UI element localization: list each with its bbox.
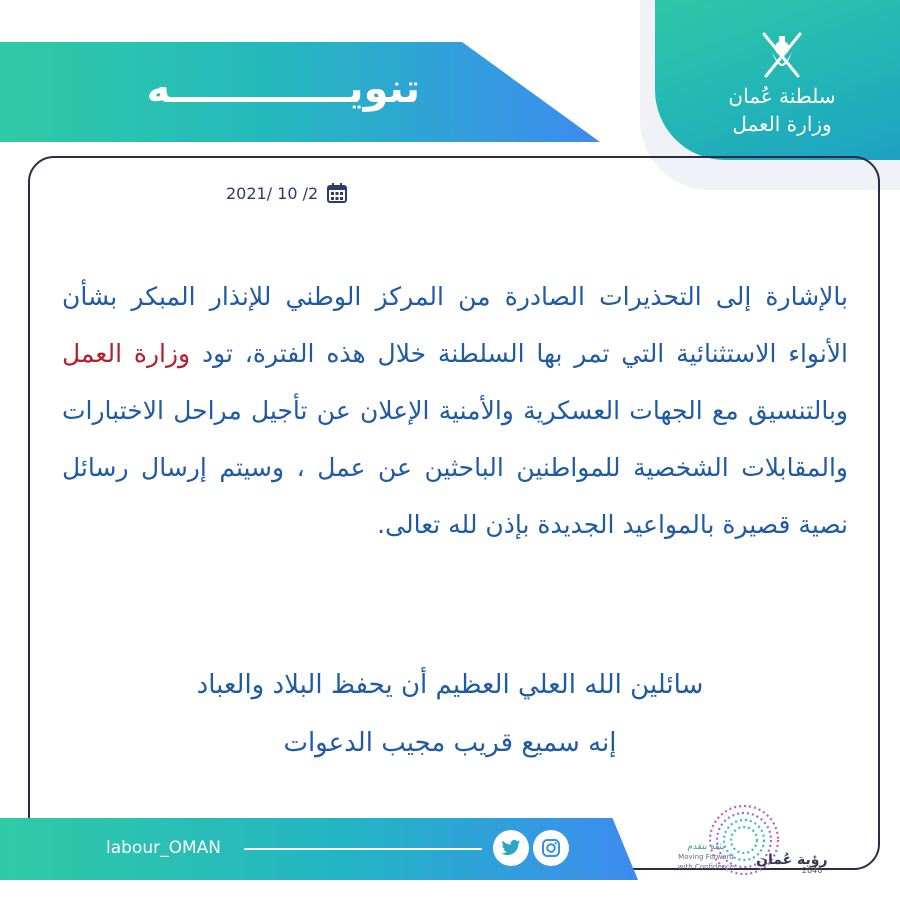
logo-ministry-name: وزارة العمل [732, 112, 832, 136]
body-text-part2: وبالتنسيق مع الجهات العسكرية والأمنية الإعلان عن تأجيل مراحل الاختبارات والمقابلات الشخصية للمواطنين الباحثين عن عمل ، وسيتم إرسال رسائل نصية قصيرة بالمواعيد الجديدة بإذن لله تعالى. [62, 396, 848, 539]
footer-divider [244, 848, 482, 850]
body-text-part1: بالإشارة إلى التحذيرات الصادرة من المركز الوطني للإنذار المبكر بشأن الأنواء الاستثنائية التي تمر بها السلطنة خلال هذه الفترة، تود [62, 282, 848, 368]
vision-2040-logo-icon [692, 800, 792, 882]
closing-line-2: إنه سميع قريب مجيب الدعوات [283, 728, 617, 758]
closing-line-1: سائلين الله العلي العظيم أن يحفظ البلاد والعباد [196, 670, 704, 700]
instagram-icon[interactable] [533, 830, 569, 866]
social-handle[interactable]: labour_OMAN [106, 838, 221, 858]
oman-emblem-icon [754, 28, 810, 82]
vision-year: 2040 [802, 866, 823, 875]
twitter-icon[interactable] [493, 830, 529, 866]
tagline-english-1: Moving Forward [678, 853, 734, 861]
announcement-body [62, 268, 848, 553]
announcement-date: 2021/ 10 /2 [226, 183, 319, 203]
vision-title: رؤية عُمان [756, 852, 828, 868]
logo-country-name: سلطنة عُمان [728, 84, 836, 108]
ministry-logo [692, 28, 872, 138]
date-row [226, 180, 348, 206]
tagline-english-2: with Confidence [677, 863, 735, 871]
page-title: تنويـــــــــــــه [146, 66, 420, 112]
closing-prayer [60, 656, 840, 772]
calendar-icon [326, 182, 348, 204]
tagline-arabic: بثقة نتقدم [687, 842, 725, 852]
ministry-name-highlight: وزارة العمل [62, 339, 191, 368]
